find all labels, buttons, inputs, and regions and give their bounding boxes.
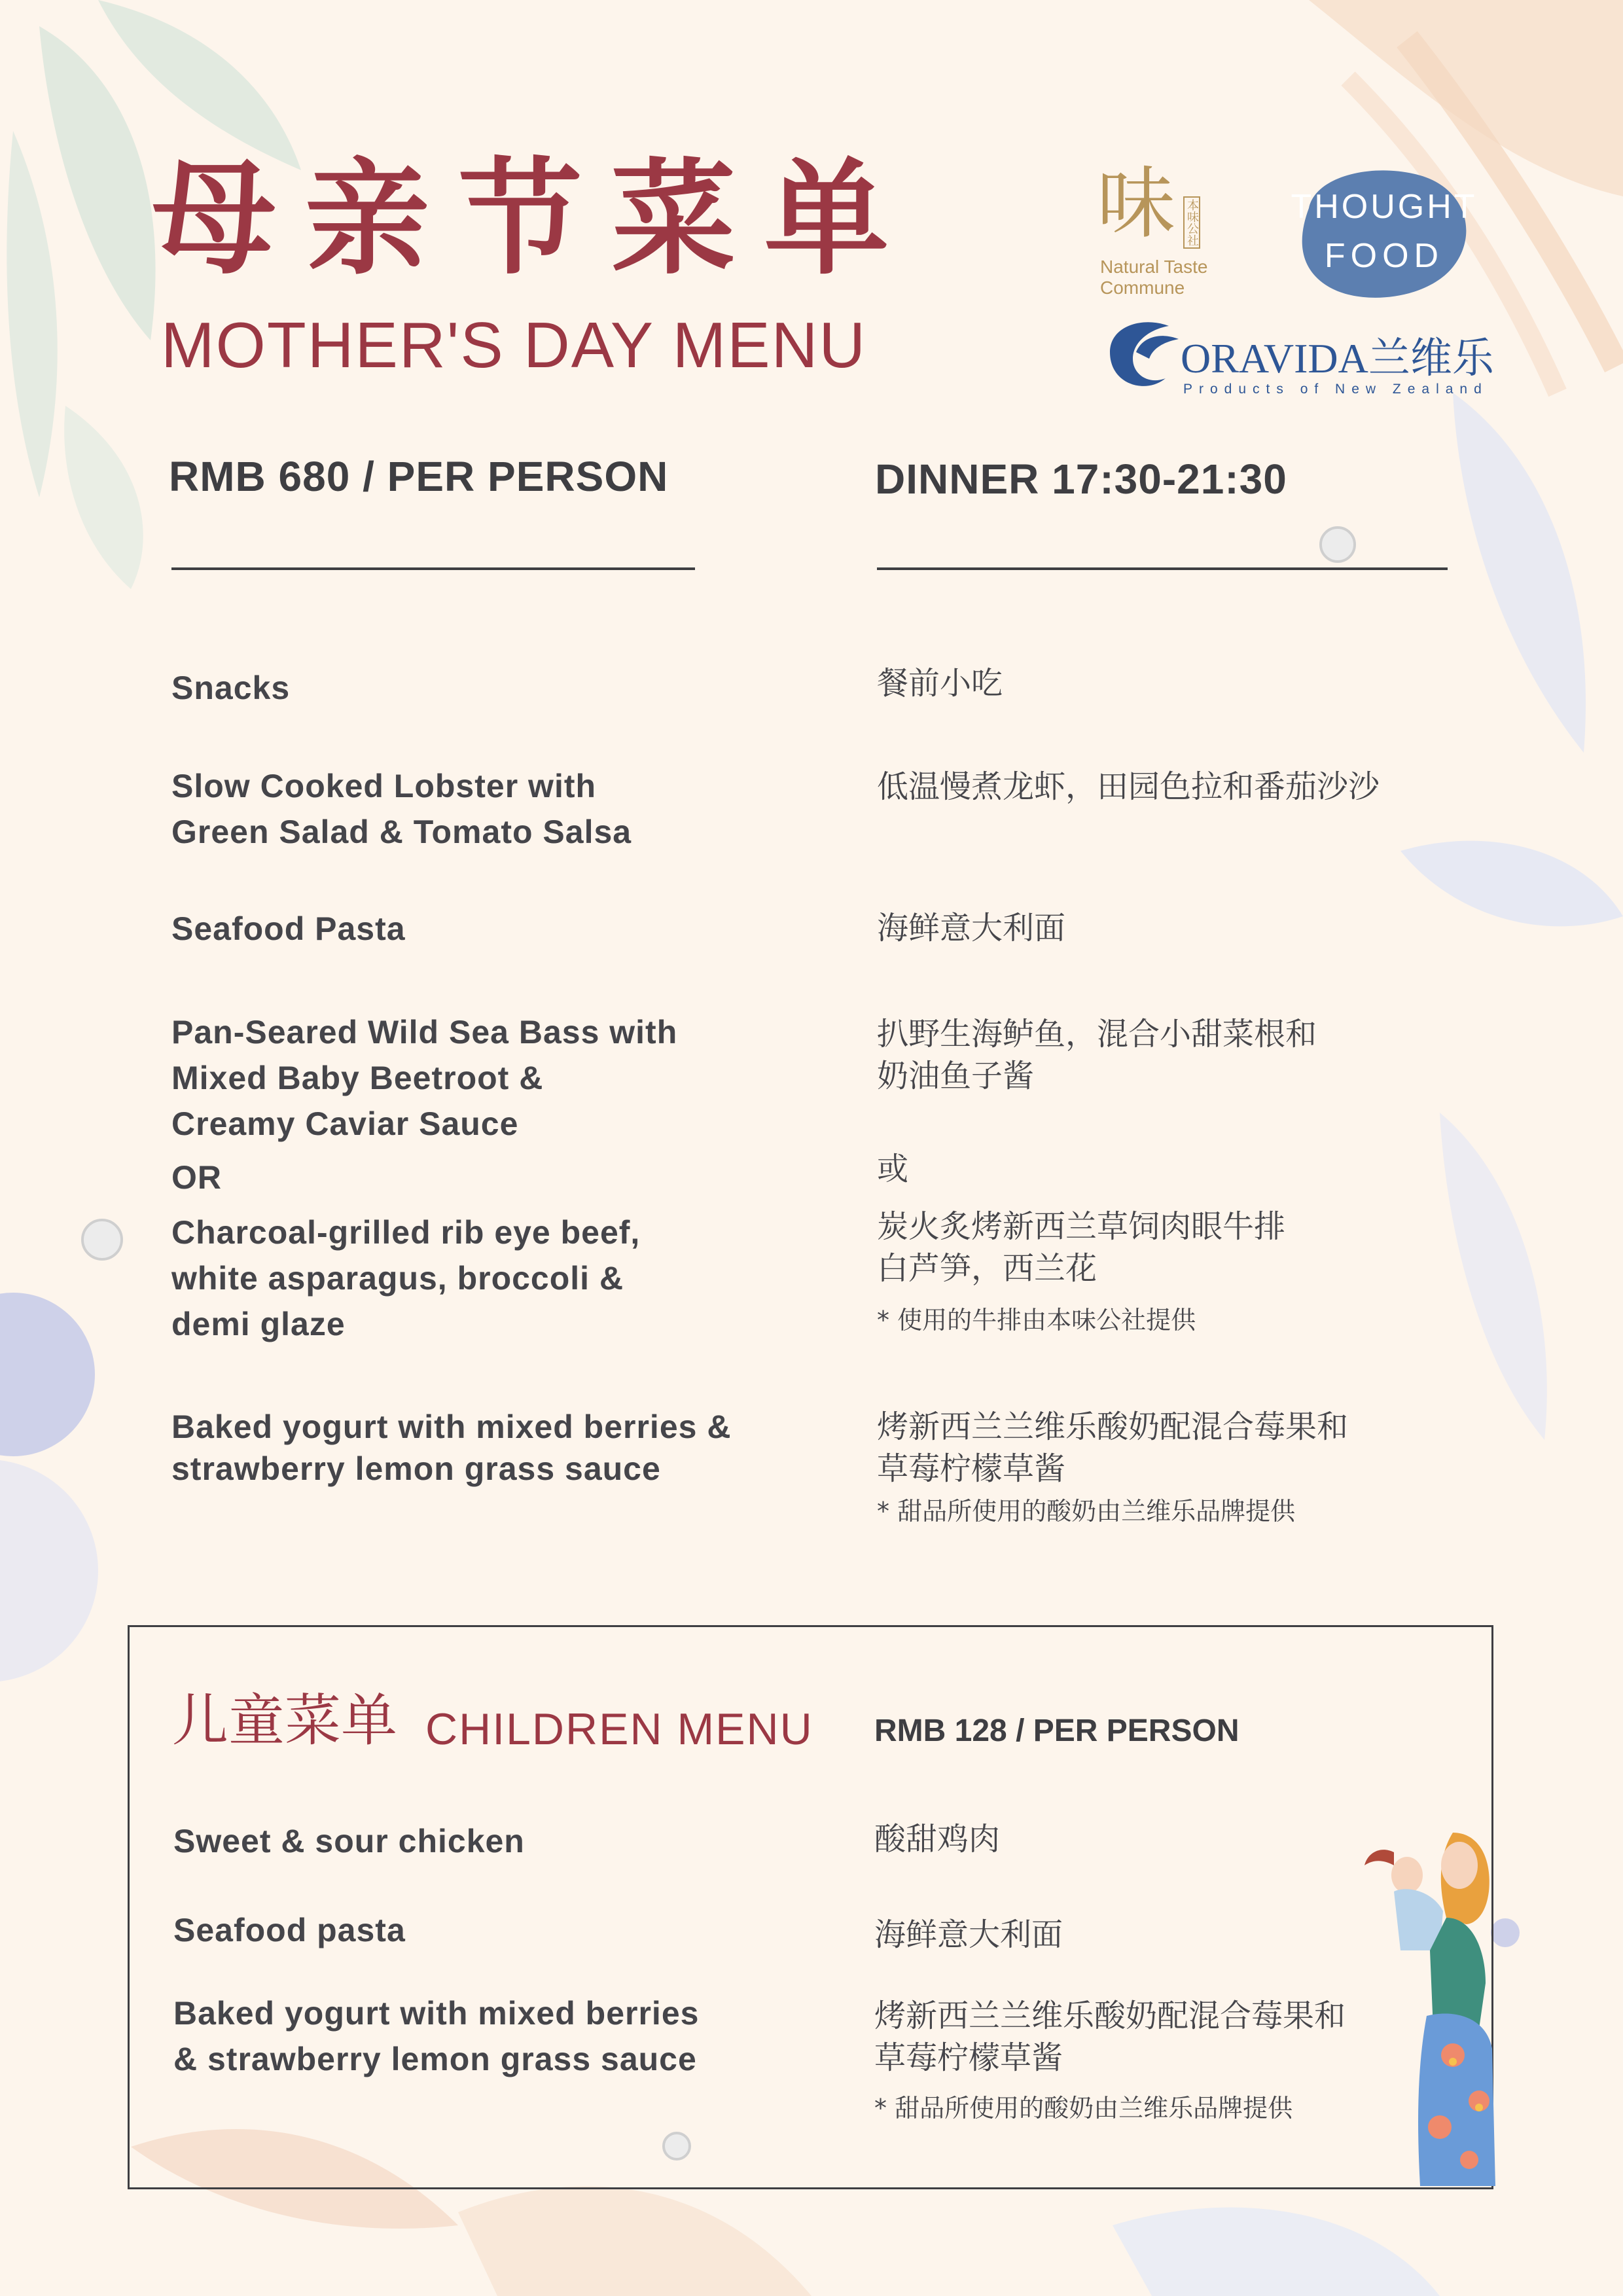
menu-item-en: Snacks xyxy=(171,670,291,706)
menu-item-en: Seafood Pasta xyxy=(171,910,406,947)
menu-item-en: Pan-Seared Wild Sea Bass with Mixed Baby Beetroot & Creamy Caviar Sauce xyxy=(171,1014,678,1142)
menu-item-cn: 扒野生海鲈鱼，混合小甜菜根和 奶油鱼子酱 xyxy=(877,1016,1317,1094)
oravida-logo-icon xyxy=(1097,313,1182,391)
menu-item-cn: 餐前小吃 xyxy=(877,665,1003,702)
page-title-en: MOTHER'S DAY MENU xyxy=(161,309,867,381)
kids-item-note: * 甜品所使用的酸奶由兰维乐品牌提供 xyxy=(874,2094,1293,2123)
svg-text:THOUGHT: THOUGHT xyxy=(1291,188,1478,226)
menu-item-note: * 使用的牛排由本味公社提供 xyxy=(877,1306,1196,1335)
leaf-decoration xyxy=(1440,1113,1547,1440)
menu-item-en: Slow Cooked Lobster with Green Salad & Tomato Salsa xyxy=(171,768,632,850)
svg-text:FOOD: FOOD xyxy=(1324,237,1444,275)
kids-item-en: Seafood pasta xyxy=(173,1912,406,1948)
menu-item-en: Charcoal-grilled rib eye beef, white asparagus, broccoli & demi glaze xyxy=(171,1214,641,1342)
oravida-logo-name: ORAVIDA兰维乐 xyxy=(1181,335,1494,382)
leaf-decoration xyxy=(1113,2208,1440,2296)
natural-taste-logo-seal: 本味公社 xyxy=(1183,196,1200,249)
natural-taste-logo-text: Natural Taste Commune xyxy=(1100,257,1208,298)
page-title-cn: 母亲节菜单 xyxy=(152,147,918,291)
mother-child-illustration xyxy=(1355,1820,1499,2186)
leaf-decoration xyxy=(64,406,143,589)
menu-item-cn: 烤新西兰兰维乐酸奶配混合莓果和 草莓柠檬草酱 xyxy=(877,1408,1349,1487)
circle-decoration xyxy=(0,1293,95,1456)
menu-item-cn: 炭火炙烤新西兰草饲肉眼牛排 白芦笋，西兰花 xyxy=(877,1208,1286,1287)
leaf-decoration xyxy=(1400,841,1623,927)
children-menu-price: RMB 128 / PER PERSON xyxy=(874,1713,1240,1748)
divider-right xyxy=(877,567,1448,570)
kids-item-cn: 海鲜意大利面 xyxy=(874,1916,1063,1953)
menu-item-cn: 或 xyxy=(877,1151,909,1187)
children-menu-title-cn: 儿童菜单 xyxy=(172,1688,397,1753)
kids-item-en: Baked yogurt with mixed berries & strawberry lemon grass sauce xyxy=(173,1995,700,2077)
main-menu-time: DINNER 17:30-21:30 xyxy=(875,456,1287,503)
oravida-logo-subtitle: Products of New Zealand xyxy=(1183,382,1488,397)
divider-left xyxy=(171,567,695,570)
leaf-decoration xyxy=(1453,393,1586,753)
menu-item-note: * 甜品所使用的酸奶由兰维乐品牌提供 xyxy=(877,1497,1296,1526)
natural-taste-logo-char: 味 xyxy=(1097,158,1175,249)
dot-decoration xyxy=(82,1220,122,1259)
kids-item-cn: 酸甜鸡肉 xyxy=(874,1821,1001,1857)
dot-decoration xyxy=(1321,528,1355,562)
menu-item-en: OR xyxy=(171,1159,222,1196)
thought-food-logo xyxy=(1289,162,1479,306)
kids-item-cn: 烤新西兰兰维乐酸奶配混合莓果和 草莓柠檬草酱 xyxy=(874,1998,1346,2076)
main-menu-price: RMB 680 / PER PERSON xyxy=(169,453,669,500)
circle-decoration xyxy=(0,1460,98,1682)
menu-item-cn: 低温慢煮龙虾，田园色拉和番茄沙沙 xyxy=(877,768,1380,805)
leaf-decoration xyxy=(458,2186,812,2296)
menu-item-cn: 海鲜意大利面 xyxy=(877,910,1066,946)
menu-item-en: Baked yogurt with mixed berries & strawberry lemon grass sauce xyxy=(171,1408,732,1487)
children-menu-title-en: CHILDREN MENU xyxy=(425,1704,813,1754)
leaf-decoration xyxy=(39,26,156,340)
kids-item-en: Sweet & sour chicken xyxy=(173,1823,525,1859)
leaf-decoration xyxy=(7,131,57,497)
